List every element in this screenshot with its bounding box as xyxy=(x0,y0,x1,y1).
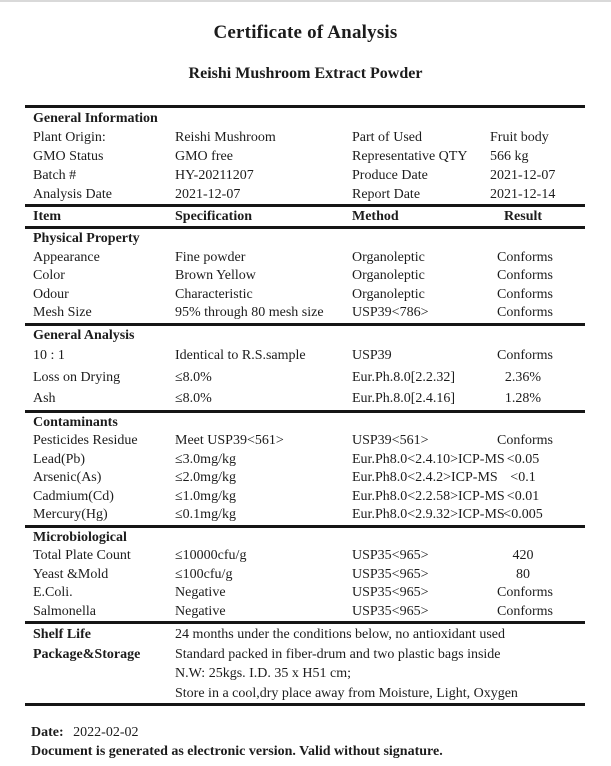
method-cell: USP35<965> xyxy=(352,566,429,582)
method-cell: USP39 xyxy=(352,348,392,363)
shelf-life-text: 24 months under the conditions below, no antioxidant used xyxy=(175,627,505,642)
section-heading: Microbiological xyxy=(33,529,127,545)
package-storage-line: Store in a cool,dry place away from Moisture, Light, Oxygen xyxy=(175,685,518,701)
result-cell: Conforms xyxy=(497,305,553,320)
table-row xyxy=(25,267,585,286)
method-cell: USP35<965> xyxy=(352,603,429,619)
table-row xyxy=(25,304,585,323)
section-microbiological xyxy=(25,528,585,622)
table-row xyxy=(25,566,585,585)
specification-cell: Identical to R.S.sample xyxy=(175,348,306,363)
table-row xyxy=(25,488,585,507)
method-cell: USP39<786> xyxy=(352,305,429,320)
info-row xyxy=(25,147,585,166)
package-storage-lines xyxy=(175,645,585,704)
item-cell: Appearance xyxy=(33,249,100,265)
specification-cell: Meet USP39<561> xyxy=(175,433,284,448)
section-contaminants xyxy=(25,413,585,525)
item-cell: Lead(Pb) xyxy=(33,451,86,467)
item-cell: Color xyxy=(33,268,65,283)
info-value: Reishi Mushroom xyxy=(175,130,276,145)
specification-cell: ≤100cfu/g xyxy=(175,566,233,582)
method-cell: USP35<965> xyxy=(352,548,429,563)
table-row xyxy=(25,469,585,488)
table-row xyxy=(25,388,585,410)
info-value: HY-20211207 xyxy=(175,168,254,183)
table-row xyxy=(25,286,585,305)
info-value: GMO free xyxy=(175,149,233,164)
shelf-life-label: Shelf Life xyxy=(33,627,91,642)
info-value: 2021-12-14 xyxy=(490,187,556,202)
table-header xyxy=(25,207,585,226)
package-storage-line: Standard packed in fiber-drum and two plastic bags inside xyxy=(175,646,501,662)
specification-cell: ≤2.0mg/kg xyxy=(175,470,236,485)
result-cell: 2.36% xyxy=(504,369,542,385)
method-cell: USP39<561> xyxy=(352,433,429,448)
result-cell: Conforms xyxy=(497,286,553,302)
signature-note: Document is generated as electronic version. Valid without signature. xyxy=(31,744,443,759)
method-cell: Eur.Ph.8.0[2.2.32] xyxy=(352,369,456,385)
item-cell: Loss on Drying xyxy=(33,369,121,385)
item-cell: Total Plate Count xyxy=(33,548,131,563)
info-value: 2021-12-07 xyxy=(490,168,556,183)
package-storage-line: N.W: 25kgs. I.D. 35 x H51 cm; xyxy=(175,666,352,681)
result-cell: <0.01 xyxy=(506,488,540,504)
date-line xyxy=(31,723,611,742)
result-cell: 80 xyxy=(516,566,530,582)
info-label: Produce Date xyxy=(352,168,428,183)
horizontal-rule xyxy=(25,703,585,706)
result-cell: <0.005 xyxy=(503,507,543,522)
document-subtitle: Reishi Mushroom Extract Powder xyxy=(188,65,423,82)
table-row xyxy=(25,584,585,603)
table-row xyxy=(25,249,585,268)
info-row xyxy=(25,166,585,185)
section-general-information xyxy=(25,108,585,204)
column-header-item: Item xyxy=(33,209,61,224)
section-heading: General Analysis xyxy=(33,327,135,343)
table-row xyxy=(25,432,585,451)
info-row xyxy=(25,185,585,204)
item-cell: Odour xyxy=(33,286,69,302)
method-cell: Eur.Ph8.0<2.2.58>ICP-MS xyxy=(352,488,505,504)
item-cell: Arsenic(As) xyxy=(33,470,102,485)
info-label: Batch # xyxy=(33,168,77,183)
method-cell: Eur.Ph8.0<2.9.32>ICP-MS xyxy=(352,507,505,522)
item-cell: Ash xyxy=(33,391,56,406)
info-row xyxy=(25,128,585,147)
item-cell: Mesh Size xyxy=(33,305,92,320)
table-row xyxy=(25,451,585,470)
result-cell: 1.28% xyxy=(504,391,542,406)
table-row xyxy=(25,345,585,367)
specification-cell: Negative xyxy=(175,603,226,619)
specification-cell: 95% through 80 mesh size xyxy=(175,305,324,320)
specification-cell: ≤3.0mg/kg xyxy=(175,451,236,467)
section-heading: General Information xyxy=(33,111,158,126)
result-cell: 420 xyxy=(512,548,534,563)
info-label: Part of Used xyxy=(352,130,422,145)
item-cell: 10 : 1 xyxy=(33,348,65,363)
result-cell: Conforms xyxy=(497,603,553,619)
method-cell: Organoleptic xyxy=(352,268,425,283)
column-header-result: Result xyxy=(503,209,543,224)
info-value: 2021-12-07 xyxy=(175,187,241,202)
table-row xyxy=(25,367,585,389)
info-label: Report Date xyxy=(352,187,421,202)
column-header-specification: Specification xyxy=(175,209,252,224)
method-cell: USP35<965> xyxy=(352,585,429,600)
result-cell: Conforms xyxy=(497,249,553,265)
specification-cell: ≤1.0mg/kg xyxy=(175,488,236,504)
package-storage-label: Package&Storage xyxy=(33,646,141,662)
document-footer xyxy=(31,723,611,761)
method-cell: Eur.Ph8.0<2.4.10>ICP-MS xyxy=(352,451,505,467)
specification-cell: Negative xyxy=(175,585,226,600)
specification-cell: ≤8.0% xyxy=(175,369,212,385)
method-cell: Eur.Ph.8.0[2.4.16] xyxy=(352,391,456,406)
result-cell: Conforms xyxy=(497,268,553,283)
table-row xyxy=(25,506,585,525)
section-physical-property xyxy=(25,229,585,323)
document-title: Certificate of Analysis xyxy=(213,22,398,43)
result-cell: Conforms xyxy=(497,433,553,448)
date-value: 2022-02-02 xyxy=(73,725,139,740)
item-cell: E.Coli. xyxy=(33,585,73,600)
item-cell: Salmonella xyxy=(33,603,96,619)
section-heading: Contaminants xyxy=(33,414,118,430)
info-value: Fruit body xyxy=(490,130,549,145)
specification-cell: Fine powder xyxy=(175,249,246,265)
info-label: Analysis Date xyxy=(33,187,112,202)
shelf-life-row xyxy=(25,625,585,645)
table-row xyxy=(25,603,585,622)
result-cell: Conforms xyxy=(497,585,553,600)
method-cell: Eur.Ph8.0<2.4.2>ICP-MS xyxy=(352,470,498,485)
section-storage xyxy=(25,624,585,703)
result-cell: <0.1 xyxy=(510,470,536,485)
info-label: Plant Origin: xyxy=(33,130,106,145)
result-cell: Conforms xyxy=(497,348,553,363)
date-label: Date: xyxy=(31,725,64,740)
info-label: GMO Status xyxy=(33,149,104,164)
section-general-analysis xyxy=(25,326,585,410)
column-header-method: Method xyxy=(352,209,399,224)
result-cell: <0.05 xyxy=(506,451,540,467)
info-value: 566 kg xyxy=(490,149,529,164)
certificate-page xyxy=(0,2,611,766)
section-heading: Physical Property xyxy=(33,231,140,246)
item-cell: Cadmium(Cd) xyxy=(33,488,114,504)
item-cell: Mercury(Hg) xyxy=(33,507,108,522)
specification-cell: ≤0.1mg/kg xyxy=(175,507,236,522)
specification-cell: Characteristic xyxy=(175,286,253,302)
specification-cell: Brown Yellow xyxy=(175,268,256,283)
item-cell: Pesticides Residue xyxy=(33,433,138,448)
specification-cell: ≤10000cfu/g xyxy=(175,548,247,563)
package-storage-row xyxy=(25,645,585,704)
specification-cell: ≤8.0% xyxy=(175,391,212,406)
table-row xyxy=(25,547,585,566)
method-cell: Organoleptic xyxy=(352,286,425,302)
item-cell: Yeast &Mold xyxy=(33,566,109,582)
info-label: Representative QTY xyxy=(352,149,468,164)
table-header-row xyxy=(25,207,585,226)
method-cell: Organoleptic xyxy=(352,249,425,265)
